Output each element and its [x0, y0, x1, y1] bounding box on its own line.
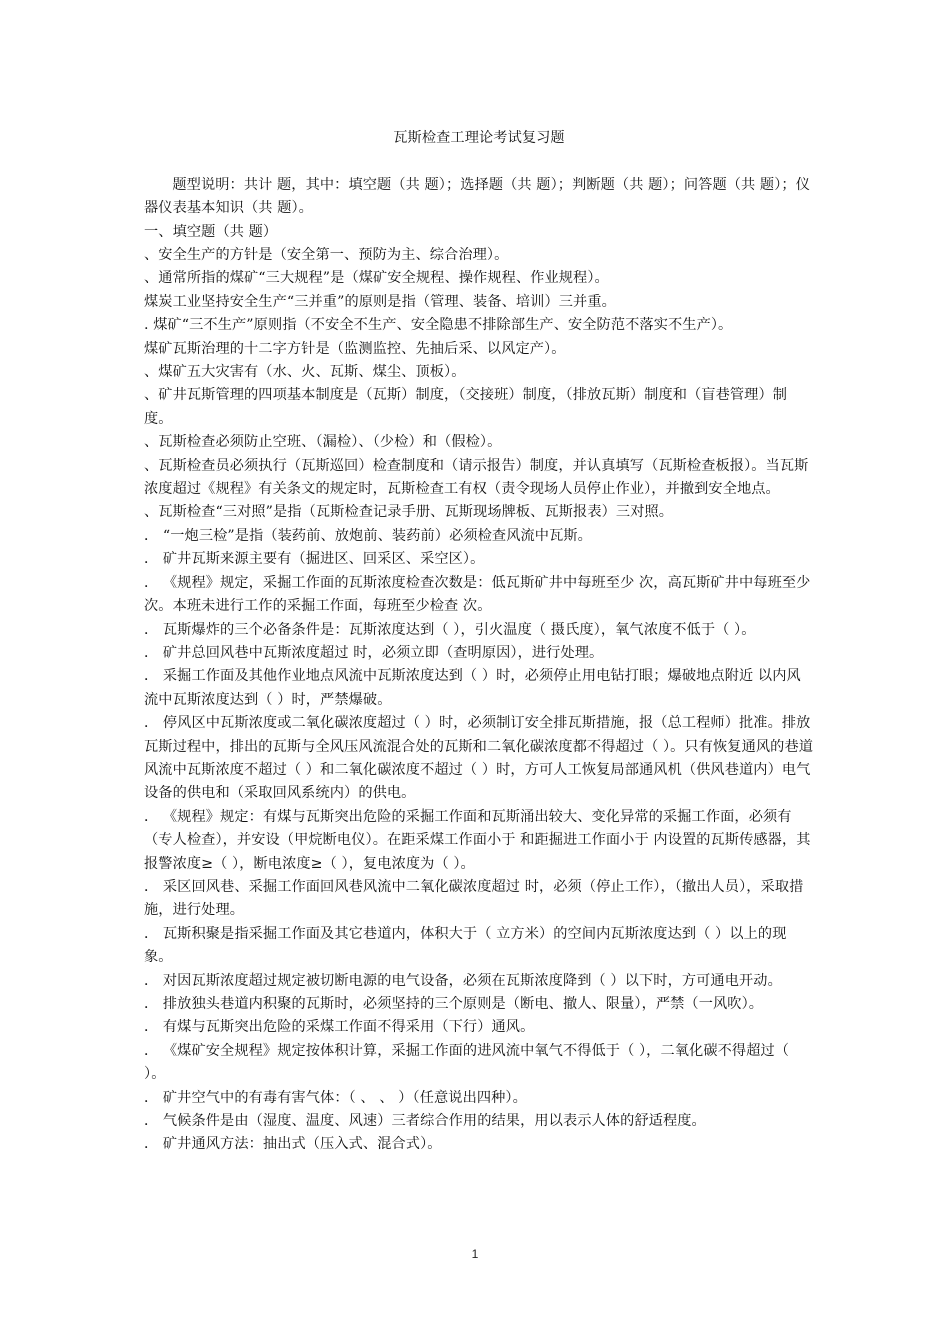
list-item: ． 采区回风巷、采掘工作面回风巷风流中二氧化碳浓度超过 时，必须（停止工作），（撤出人员），采取措施，进行处理。: [144, 878, 804, 919]
document-body: [144, 127, 814, 1157]
document-title: 瓦斯检查工理论考试复习题: [393, 130, 565, 146]
list-item: 、安全生产的方针是（安全第一、预防为主、综合治理）。: [144, 247, 509, 264]
list-item: ． 停风区中瓦斯浓度或二氧化碳浓度超过（ ）时，必须制订安全排瓦斯措施，报（总工程师）批准。排放瓦斯过程中，排出的瓦斯与全风压风流混合处的瓦斯和二氧化碳浓度都不得超过（ ）。只有恢复通风的巷道风流中瓦斯浓度不超过（ ）和二氧化碳浓度不超过（ ）时，方可人工恢复局部通风机（供风巷道内）电气设备的供电和（采取回风系统内）的供电。: [144, 715, 814, 802]
list-item: 、通常所指的煤矿“三大规程”是（煤矿安全规程、操作规程、作业规程）。: [144, 270, 609, 287]
list-item: ． 矿井总回风巷中瓦斯浓度超过 时，必须立即（查明原因），进行处理。: [144, 644, 604, 661]
list-item: ． 矿井空气中的有毒有害气体：（ 、 、 ）（任意说出四种）。: [144, 1089, 527, 1106]
list-item: ． 矿井通风方法：抽出式（压入式、混合式）。: [144, 1136, 442, 1153]
list-item: ． 采掘工作面及其他作业地点风流中瓦斯浓度达到（ ）时，必须停止用电钻打眼；爆破地点附近 以内风流中瓦斯浓度达到（ ）时，严禁爆破。: [144, 668, 801, 708]
list-item: 、煤矿五大灾害有（水、火、瓦斯、煤尘、顶板）。: [144, 364, 466, 381]
list-item: 、瓦斯检查必须防止空班、（漏检）、（少检）和（假检）。: [144, 434, 502, 451]
question-list: [144, 244, 814, 1157]
list-item: ． 瓦斯积聚是指采掘工作面及其它巷道内，体积大于（ 立方米）的空间内瓦斯浓度达到（ ）以上的现象。: [144, 925, 787, 966]
page-number: 1: [471, 1247, 479, 1261]
list-item: ． “一炮三检”是指（装药前、放炮前、装药前）必须检查风流中瓦斯。: [144, 527, 592, 544]
list-item: 、瓦斯检查“三对照”是指（瓦斯检查记录手册、瓦斯现场牌板、瓦斯报表）三对照。: [144, 504, 674, 521]
list-item: ． 《规程》规定：有煤与瓦斯突出危险的采掘工作面和瓦斯涌出较大、变化异常的采掘工作面，必须有（专人检查），并安设（甲烷断电仪）。在距采煤工作面小于 和距掘进工作面小于 内设置的瓦斯传感器，其报警浓度≥（ ），断电浓度≥（ ），复电浓度为（ ）。: [144, 808, 811, 872]
list-item: ． 《规程》规定，采掘工作面的瓦斯浓度检查次数是：低瓦斯矿井中每班至少 次，高瓦斯矿井中每班至少 次。本班未进行工作的采掘工作面，每班至少检查 次。: [144, 574, 811, 615]
list-item: ． 《煤矿安全规程》规定按体积计算，采掘工作面的进风流中氧气不得低于（ ），二氧化碳不得超过（ ）。: [144, 1042, 790, 1083]
section-heading: 一、填空题（共 题）: [144, 223, 278, 240]
list-item: ． 气候条件是由（湿度、温度、风速）三者综合作用的结果，用以表示人体的舒适程度。: [144, 1113, 706, 1130]
list-item: 煤矿瓦斯治理的十二字方针是（监测监控、先抽后采、以风定产）。: [144, 340, 566, 357]
list-item: 、瓦斯检查员必须执行（瓦斯巡回）检查制度和（请示报告）制度，并认真填写（瓦斯检查板报）。当瓦斯浓度超过《规程》有关条文的规定时，瓦斯检查工有权（责令现场人员停止作业），并撤到安全地点。: [144, 457, 809, 498]
list-item: 、矿井瓦斯管理的四项基本制度是（瓦斯）制度，（交接班）制度，（排放瓦斯）制度和（盲巷管理）制度。: [144, 387, 788, 427]
list-item: 煤炭工业坚持安全生产“三并重”的原则是指（管理、装备、培训）三并重。: [144, 293, 616, 310]
intro-paragraph: 题型说明：共计 题，其中：填空题（共 题）；选择题（共 题）；判断题（共 题）；问答题（共 题）；仪器仪表基本知识（共 题）。: [144, 176, 810, 217]
list-item: ． 对因瓦斯浓度超过规定被切断电源的电气设备，必须在瓦斯浓度降到（ ）以下时，方可通电开动。: [144, 972, 782, 989]
list-item: ． 瓦斯爆炸的三个必备条件是：瓦斯浓度达到（ ），引火温度（ 摄氏度），氧气浓度不低于（ ）。: [144, 621, 756, 638]
list-item: ． 排放独头巷道内积聚的瓦斯时，必须坚持的三个原则是（断电、撤人、限量），严禁（一风吹）。: [144, 996, 764, 1013]
list-item: . 煤矿“三不生产”原则指（不安全不生产、安全隐患不排除部生产、安全防范不落实不生产）。: [144, 317, 733, 334]
list-item: ． 有煤与瓦斯突出危险的采煤工作面不得采用（下行）通风。: [144, 1019, 535, 1036]
list-item: ． 矿井瓦斯来源主要有（掘进区、回采区、采空区）。: [144, 551, 485, 568]
blank-line: [144, 150, 814, 173]
